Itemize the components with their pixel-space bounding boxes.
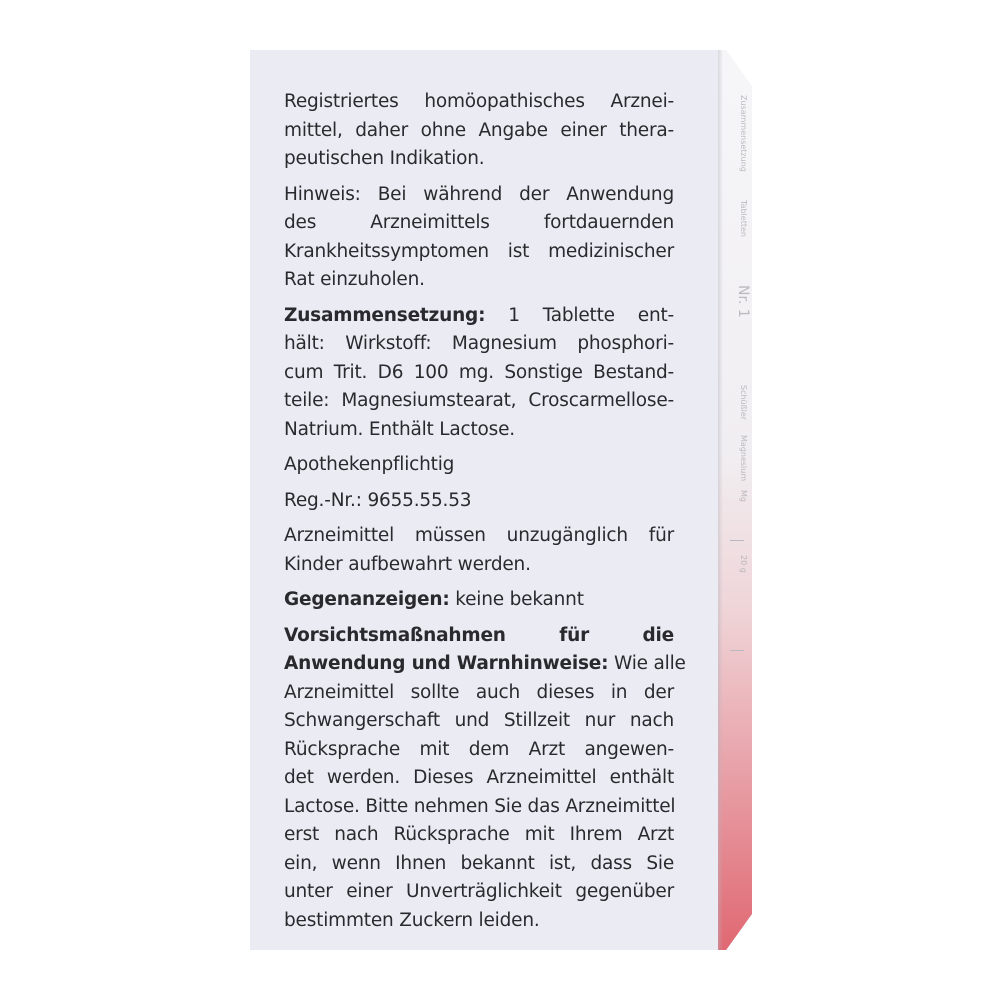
leaflet-text	[284, 88, 686, 942]
side-panel-print	[727, 95, 751, 915]
paragraph-contraindications	[284, 586, 674, 615]
text-line: unter einer Unverträglichkeit gegenüber	[284, 881, 674, 902]
text-line: Arzneimittel müssen unzugänglich für	[284, 525, 674, 546]
contraindications-label: Gegenanzeigen:	[284, 589, 450, 610]
text-fragment: keine bekannt	[449, 589, 584, 610]
text-line: mittel, daher ohne Angabe einer thera-	[284, 119, 674, 141]
side-text-6: Mg	[739, 490, 748, 502]
text-line: Rat einzuholen.	[284, 269, 425, 290]
text-fragment: Wie alle	[608, 653, 686, 674]
text-line: det werden. Dieses Arzneimittel enthält	[284, 767, 674, 788]
text-line	[284, 302, 674, 331]
paragraph-hint	[284, 181, 674, 295]
text-line: hält: Wirkstoff: Magnesium phosphori-	[284, 333, 674, 354]
precautions-label: Vorsichtsmaßnahmen für die	[284, 624, 674, 646]
side-divider	[730, 650, 744, 651]
text-line: Natrium. Enthält Lactose.	[284, 418, 515, 440]
paragraph-precautions	[284, 622, 686, 936]
precautions-label: Anwendung und Warnhinweise:	[284, 653, 609, 674]
text-line: ein, wenn Ihnen bekannt ist, dass Sie	[284, 852, 674, 874]
text-line: cum Trit. D6 100 mg. Sonstige Bestand-	[284, 361, 674, 383]
text-fragment: 1 Tablette ent-	[485, 304, 674, 326]
text-line: des Arzneimittels fortdauernden	[284, 212, 674, 233]
text-line: peutischen Indikation.	[284, 148, 485, 169]
side-divider	[730, 540, 744, 541]
text-line: Rücksprache mit dem Arzt angewen-	[284, 738, 674, 760]
side-text-4: Schüßler	[739, 385, 748, 421]
side-text-2: Tabletten	[739, 200, 748, 237]
side-text-1: Zusammensetzung	[739, 95, 748, 172]
text-line	[284, 586, 674, 615]
text-line: erst nach Rücksprache mit Ihrem Arzt	[284, 824, 674, 845]
text-line: Schwangerschaft und Stillzeit nur nach	[284, 710, 674, 731]
paragraph-composition	[284, 302, 674, 445]
text-line: Reg.-Nr.: 9655.55.53	[284, 489, 472, 511]
composition-label: Zusammensetzung:	[284, 304, 486, 326]
text-line: Hinweis: Bei während der Anwendung	[284, 183, 674, 205]
text-line: Kinder aufbewahrt werden.	[284, 553, 531, 575]
text-line: Lactose. Bitte nehmen Sie das Arzneimittel	[284, 795, 676, 817]
side-text-7: 20 g	[739, 555, 748, 573]
text-line: Arzneimittel sollte auch dieses in der	[284, 681, 674, 703]
paragraph-pharmacy-only	[284, 451, 674, 480]
text-line	[284, 650, 686, 679]
paragraph-child-safety	[284, 522, 674, 579]
text-line: bestimmten Zuckern leiden.	[284, 909, 540, 931]
paragraph-registration	[284, 88, 674, 174]
text-line: Krankheitssymptomen ist medizinischer	[284, 240, 674, 262]
side-text-3: Nr. 1	[735, 285, 751, 318]
paragraph-registration-number	[284, 487, 674, 516]
side-text-5: Magnesium	[739, 435, 748, 482]
text-line: Apothekenpflichtig	[284, 454, 455, 475]
text-line: Registriertes homöopathisches Arznei-	[284, 91, 674, 112]
text-line: teile: Magnesiumstearat, Croscarmellose-	[284, 390, 674, 411]
package-edge-shadow	[718, 50, 723, 950]
